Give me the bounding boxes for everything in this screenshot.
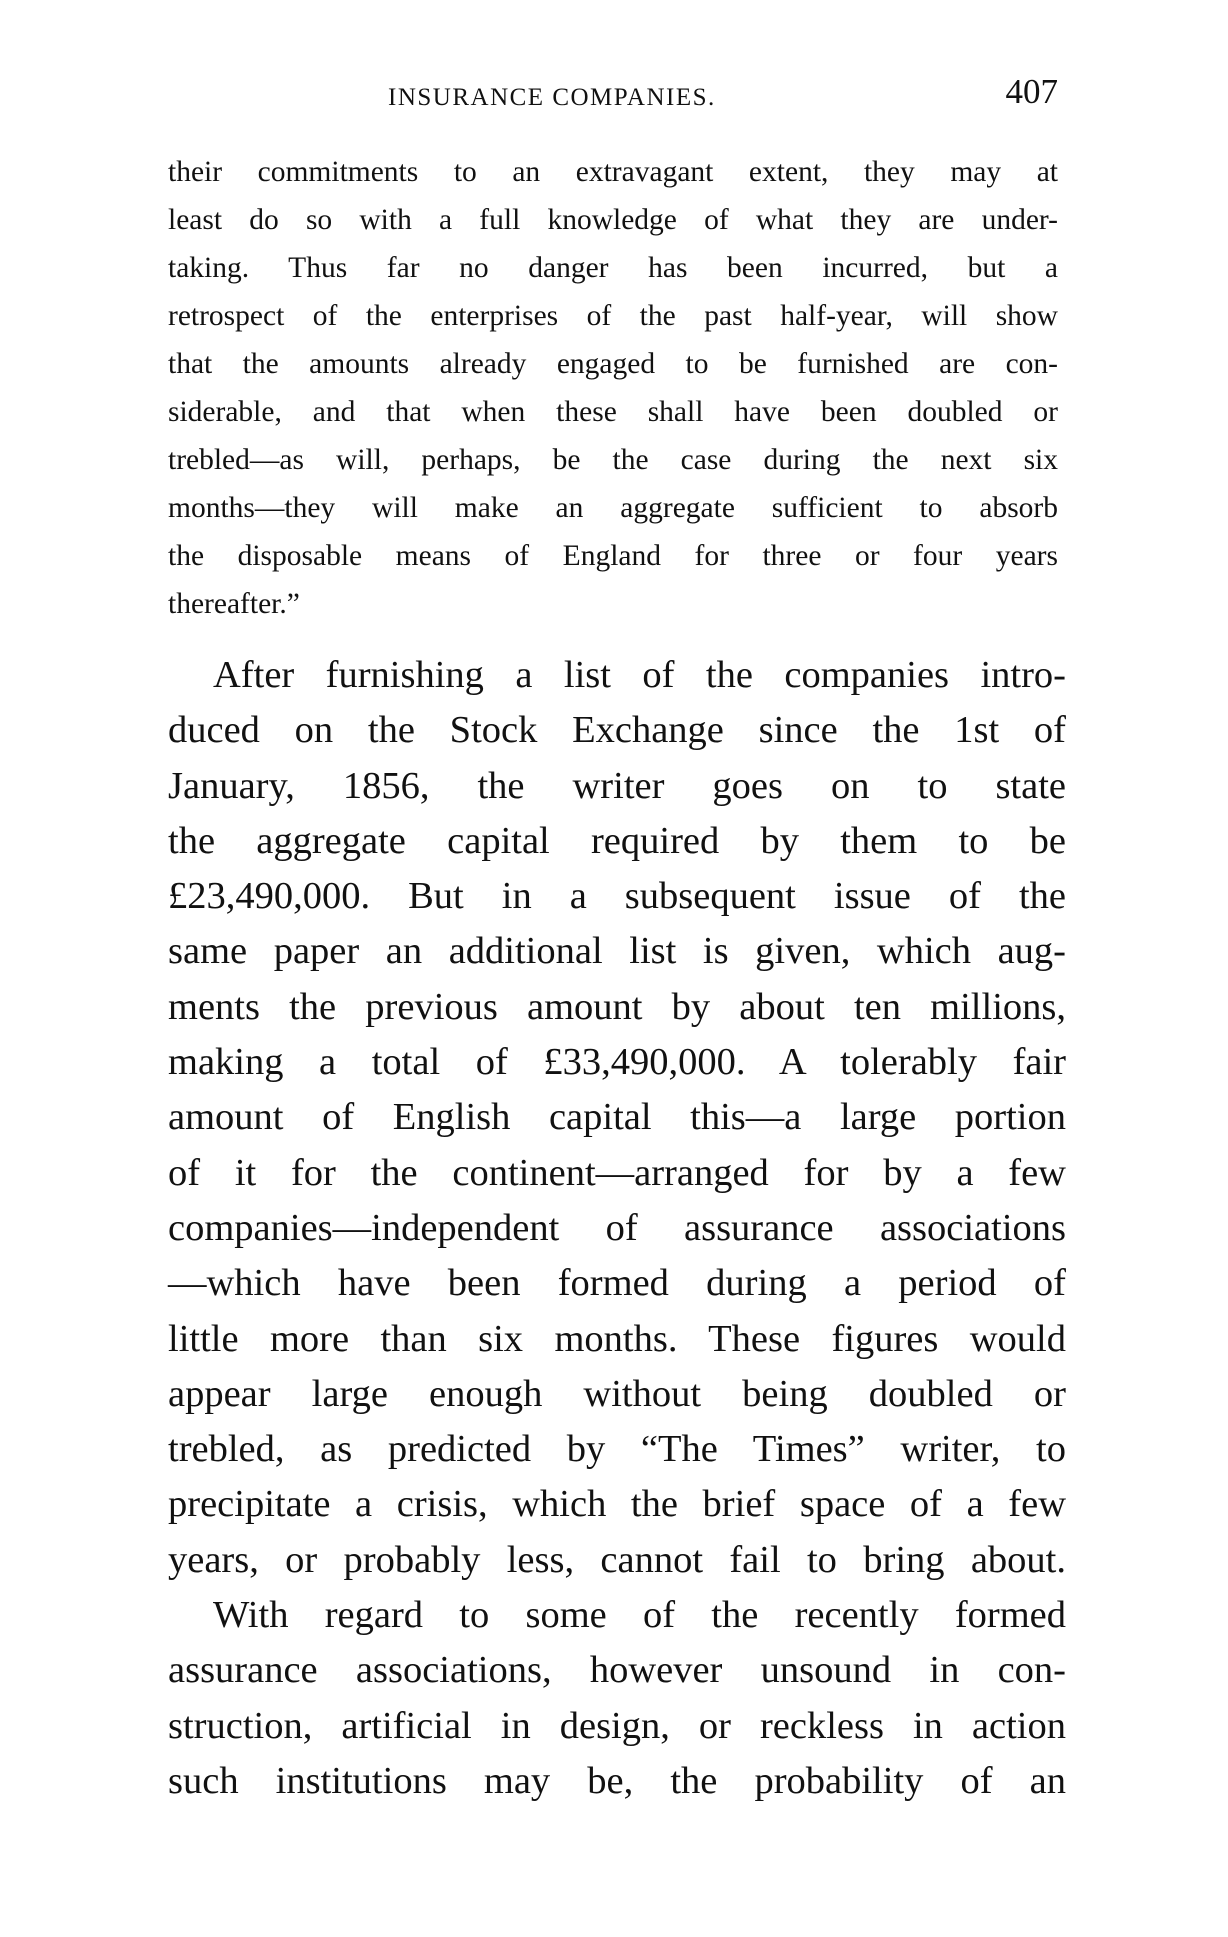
paragraph-line: years, or probably less, cannot fail to bring about. (168, 1538, 1066, 1581)
paragraph-line: assurance associations, however unsound in con- (168, 1649, 1066, 1692)
body-text (168, 648, 1066, 1809)
quoted-passage (168, 148, 1058, 628)
paragraph-line: ments the previous amount by about ten millions, (168, 985, 1066, 1028)
paragraph-line: of it for the continent—arranged for by a few (168, 1151, 1066, 1194)
quote-line: least do so with a full knowledge of what they are under- (168, 204, 1058, 236)
quote-line: their commitments to an extravagant extent, they may at (168, 156, 1058, 188)
paragraph-line: —which have been formed during a period of (168, 1262, 1066, 1305)
paragraph-line: the aggregate capital required by them to be (168, 819, 1066, 862)
paragraph-line: January, 1856, the writer goes on to state (168, 764, 1066, 807)
paragraph-line: trebled, as predicted by “The Times” writer, to (168, 1428, 1066, 1471)
paragraph-1 (168, 648, 1066, 1588)
quote-line: siderable, and that when these shall have been doubled or (168, 396, 1058, 428)
paragraph-2 (168, 1588, 1066, 1809)
quote-line: thereafter.” (168, 588, 300, 620)
quote-line: that the amounts already engaged to be furnished are con- (168, 348, 1058, 380)
quote-line: trebled—as will, perhaps, be the case during the next six (168, 444, 1058, 476)
paragraph-line: struction, artificial in design, or reckless in action (168, 1704, 1066, 1747)
paragraph-line: such institutions may be, the probability of an (168, 1759, 1066, 1802)
quote-line: taking. Thus far no danger has been incurred, but a (168, 252, 1058, 284)
paragraph-line: amount of English capital this—a large portion (168, 1096, 1066, 1139)
paragraph-line: same paper an additional list is given, which aug- (168, 930, 1066, 973)
quote-line: months—they will make an aggregate sufficient to absorb (168, 492, 1058, 524)
running-head (168, 72, 1068, 128)
paragraph-line: precipitate a crisis, which the brief space of a few (168, 1483, 1066, 1526)
quote-line: the disposable means of England for three or four years (168, 540, 1058, 572)
paragraph-line: After furnishing a list of the companies intro- (213, 654, 1066, 696)
page-number: 407 (1005, 72, 1058, 111)
running-title: INSURANCE COMPANIES. (388, 84, 716, 111)
paragraph-line: With regard to some of the recently formed (213, 1594, 1066, 1637)
quote-line: retrospect of the enterprises of the past half-year, will show (168, 300, 1058, 332)
paragraph-line: appear large enough without being doubled or (168, 1372, 1066, 1415)
paragraph-line: little more than six months. These figures would (168, 1317, 1066, 1360)
paragraph-line: £23,490,000. But in a subsequent issue of the (168, 875, 1066, 918)
paragraph-line: companies—independent of assurance associations (168, 1206, 1066, 1249)
paragraph-line: making a total of £33,490,000. A tolerably fair (168, 1041, 1066, 1084)
paragraph-line: duced on the Stock Exchange since the 1st of (168, 709, 1066, 752)
